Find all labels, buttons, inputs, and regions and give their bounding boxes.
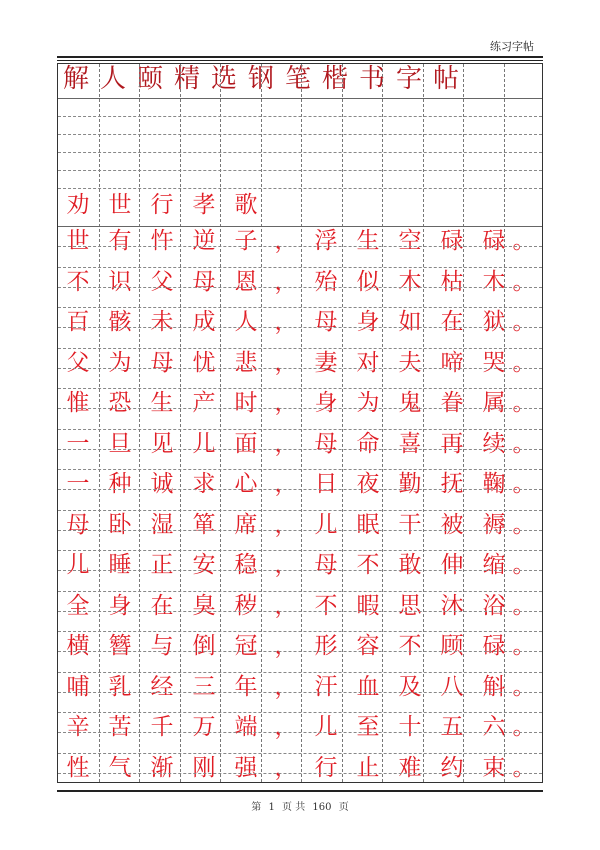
poem-char: 父: [150, 268, 174, 295]
poem-char: 空: [398, 228, 422, 254]
poem-char: 斛: [482, 673, 506, 700]
poem-line: [58, 267, 542, 297]
poem-char: 人: [234, 309, 258, 335]
poem-char: 全: [66, 592, 90, 619]
poem-char: 为: [356, 390, 380, 416]
poem-char: 经: [150, 673, 174, 700]
poem-char: 年: [234, 673, 258, 700]
poem-char: 骸: [108, 309, 132, 335]
poem-char: 面: [234, 430, 258, 457]
title-char: 颐: [136, 64, 163, 94]
grid-hline: [58, 429, 542, 430]
poem-char: 逆: [192, 228, 216, 254]
poem-char: ，: [274, 390, 298, 416]
poem-char: 簪: [108, 633, 132, 659]
poem-line: [58, 429, 542, 459]
poem-line: [58, 307, 542, 337]
poem-char: 忤: [150, 228, 174, 254]
poem-char: ，: [274, 268, 298, 295]
poem-char: 。: [512, 673, 536, 700]
poem-char: ，: [274, 592, 298, 619]
poem-char: 殆: [314, 268, 338, 295]
grid-hline: [58, 712, 542, 713]
page-number: 1: [268, 802, 275, 813]
poem-title-char: 劝: [66, 192, 90, 218]
poem-line: [58, 672, 542, 702]
poem-char: ，: [274, 552, 298, 578]
poem-char: 成: [192, 309, 216, 335]
poem-char: 五: [440, 714, 464, 740]
top-rule-thin: [57, 60, 543, 61]
poem-char: 浮: [314, 228, 338, 254]
poem-char: 褥: [482, 511, 506, 538]
poem-char: 不: [398, 633, 422, 659]
title-char: 解: [62, 64, 89, 94]
grid-vline: [99, 64, 100, 782]
grid-hline: [58, 170, 542, 171]
poem-char: 暇: [356, 592, 380, 619]
poem-char: 木: [398, 268, 422, 295]
grid-hline: [58, 530, 542, 531]
grid-hline: [58, 672, 542, 673]
title-char: 精: [173, 64, 200, 94]
grid-hline: [58, 611, 542, 612]
poem-char: 母: [314, 430, 338, 457]
poem-char: 碌: [440, 228, 464, 254]
grid-hline: [58, 307, 542, 308]
poem-line: [58, 348, 542, 378]
poem-char: 。: [512, 390, 536, 416]
poem-char: 儿: [314, 511, 338, 538]
poem-char: 眷: [440, 390, 464, 416]
poem-char: 哺: [66, 673, 90, 700]
practice-grid: [57, 63, 543, 783]
poem-char: 被: [440, 511, 464, 538]
title-char: 楷: [321, 64, 348, 94]
poem-char: 思: [398, 592, 422, 619]
poem-char: ，: [274, 309, 298, 335]
poem-char: 血: [356, 673, 380, 700]
poem-char: 及: [398, 673, 422, 700]
poem-char: 日: [314, 471, 338, 497]
poem-char: 种: [108, 471, 132, 497]
grid-vline: [261, 64, 262, 782]
poem-char: ，: [274, 228, 298, 254]
grid-hline: [58, 188, 542, 189]
poem-char: ，: [274, 714, 298, 740]
poem-char: 干: [398, 511, 422, 538]
poem-char: 。: [512, 511, 536, 538]
title-char: 人: [99, 64, 126, 94]
poem-char: 身: [356, 309, 380, 335]
poem-char: 儿: [314, 714, 338, 740]
grid-hline: [58, 267, 542, 268]
poem-char: 在: [440, 309, 464, 335]
poem-char: 子: [234, 228, 258, 254]
poem-char: 。: [512, 471, 536, 497]
poem-char: 如: [398, 309, 422, 335]
title-char: 笔: [284, 64, 311, 94]
title-char: 帖: [432, 64, 459, 94]
poem-char: 抚: [440, 471, 464, 497]
poem-char: 。: [512, 592, 536, 619]
title-char: 选: [210, 64, 237, 94]
poem-char: 旦: [108, 430, 132, 457]
poem-char: ，: [274, 511, 298, 538]
poem-char: 续: [482, 430, 506, 457]
grid-vline: [423, 64, 424, 782]
poem-char: 母: [314, 552, 338, 578]
poem-char: 恐: [108, 390, 132, 416]
poem-char: 敢: [398, 552, 422, 578]
poem-char: 儿: [192, 430, 216, 457]
grid-hline: [58, 449, 542, 450]
poem-char: ，: [274, 430, 298, 457]
poem-char: 强: [234, 754, 258, 781]
poem-char: 不: [356, 552, 380, 578]
poem-char: 。: [512, 268, 536, 295]
poem-char: 倒: [192, 633, 216, 659]
poem-char: 。: [512, 633, 536, 659]
grid-hline: [58, 651, 542, 652]
page-suffix: 页: [338, 802, 349, 813]
poem-char: 母: [192, 268, 216, 295]
title-char: 字: [395, 64, 422, 94]
grid-hline: [58, 408, 542, 409]
poem-char: 顾: [440, 633, 464, 659]
title-row: [58, 64, 542, 94]
page-footer: [0, 798, 600, 813]
grid-hline: [58, 753, 542, 754]
grid-hline: [58, 348, 542, 349]
poem-char: 惟: [66, 390, 90, 416]
poem-char: 束: [482, 754, 506, 781]
poem-char: 心: [234, 471, 258, 497]
grid-hline: [58, 287, 542, 288]
poem-char: 至: [356, 714, 380, 740]
poem-char: 世: [66, 228, 90, 254]
poem-char: 。: [512, 309, 536, 335]
poem-char: 行: [314, 754, 338, 781]
poem-char: 。: [512, 349, 536, 376]
poem-char: 再: [440, 430, 464, 457]
poem-char: 八: [440, 673, 464, 700]
poem-char: 刚: [192, 754, 216, 781]
poem-line: [58, 550, 542, 580]
poem-line: [58, 226, 542, 256]
poem-char: 横: [66, 633, 90, 659]
poem-char: 妻: [314, 349, 338, 376]
poem-char: 勤: [398, 471, 422, 497]
poem-title-char: 行: [150, 192, 174, 218]
poem-char: 止: [356, 754, 380, 781]
poem-char: 端: [234, 714, 258, 740]
poem-char: 诚: [150, 471, 174, 497]
poem-char: 形: [314, 633, 338, 659]
grid-hline: [58, 152, 542, 153]
poem-char: 母: [66, 511, 90, 538]
poem-char: 喜: [398, 430, 422, 457]
poem-char: 。: [512, 228, 536, 254]
poem-char: 沐: [440, 592, 464, 619]
poem-char: 对: [356, 349, 380, 376]
poem-char: 在: [150, 592, 174, 619]
poem-char: 鞠: [482, 471, 506, 497]
grid-hline: [58, 134, 542, 135]
poem-char: 见: [150, 430, 174, 457]
poem-char: 母: [150, 349, 174, 376]
grid-hline: [58, 388, 542, 389]
poem-char: 缩: [482, 552, 506, 578]
grid-hline: [58, 469, 542, 470]
page-mid: 页 共: [282, 802, 306, 813]
grid-hline: [58, 246, 542, 247]
poem-char: ，: [274, 471, 298, 497]
poem-char: 碌: [482, 633, 506, 659]
poem-char: 百: [66, 309, 90, 335]
grid-vline: [220, 64, 221, 782]
poem-char: 正: [150, 552, 174, 578]
poem-line: [58, 712, 542, 742]
title-char: 书: [358, 64, 385, 94]
poem-char: 卧: [108, 511, 132, 538]
poem-char: 有: [108, 228, 132, 254]
poem-line: [58, 753, 542, 783]
poem-char: 属: [482, 390, 506, 416]
grid-hline: [58, 591, 542, 592]
poem-char: 臭: [192, 592, 216, 619]
poem-char: 浴: [482, 592, 506, 619]
poem-char: 产: [192, 390, 216, 416]
grid-hline: [58, 631, 542, 632]
poem-char: 为: [108, 349, 132, 376]
poem-char: 伸: [440, 552, 464, 578]
poem-line: [58, 388, 542, 418]
poem-char: 时: [234, 390, 258, 416]
grid-vline: [139, 64, 140, 782]
grid-vline: [382, 64, 383, 782]
poem-line: [58, 631, 542, 661]
poem-char: 木: [482, 268, 506, 295]
poem-char: 冠: [234, 633, 258, 659]
poem-char: 三: [192, 673, 216, 700]
poem-char: 命: [356, 430, 380, 457]
poem-char: 枯: [440, 268, 464, 295]
grid-vline: [463, 64, 464, 782]
grid-hline: [58, 570, 542, 571]
poem-char: 不: [314, 592, 338, 619]
poem-line: [58, 591, 542, 621]
poem-char: 。: [512, 552, 536, 578]
grid-hline: [58, 550, 542, 551]
poem-char: 箪: [192, 511, 216, 538]
poem-char: 身: [314, 390, 338, 416]
poem-char: 夜: [356, 471, 380, 497]
poem-char: 鬼: [398, 390, 422, 416]
top-rule: [57, 56, 543, 58]
poem-char: 生: [150, 390, 174, 416]
grid-hline: [58, 98, 542, 99]
poem-char: 与: [150, 633, 174, 659]
poem-char: 恩: [234, 268, 258, 295]
poem-char: 约: [440, 754, 464, 781]
title-char: 钢: [247, 64, 274, 94]
poem-char: 生: [356, 228, 380, 254]
poem-char: 安: [192, 552, 216, 578]
poem-char: 母: [314, 309, 338, 335]
poem-char: 气: [108, 754, 132, 781]
poem-char: 不: [66, 268, 90, 295]
poem-char: 席: [234, 511, 258, 538]
poem-char: 。: [512, 714, 536, 740]
poem-char: 稳: [234, 552, 258, 578]
page-prefix: 第: [251, 802, 262, 813]
poem-char: ，: [274, 349, 298, 376]
poem-char: 夫: [398, 349, 422, 376]
poem-char: 似: [356, 268, 380, 295]
poem-char: 啼: [440, 349, 464, 376]
poem-char: 十: [398, 714, 422, 740]
poem-char: 儿: [66, 552, 90, 578]
poem-char: 身: [108, 592, 132, 619]
poem-char: ，: [274, 633, 298, 659]
poem-line: [58, 469, 542, 499]
poem-char: 难: [398, 754, 422, 781]
poem-char: 一: [66, 471, 90, 497]
poem-char: 。: [512, 430, 536, 457]
grid-hline: [58, 327, 542, 328]
grid-hline: [58, 368, 542, 369]
poem-char: 父: [66, 349, 90, 376]
poem-char: 湿: [150, 511, 174, 538]
grid-vline: [180, 64, 181, 782]
grid-hline: [58, 732, 542, 733]
poem-char: 秽: [234, 592, 258, 619]
poem-char: 眠: [356, 511, 380, 538]
poem-char: 碌: [482, 228, 506, 254]
poem-char: 睡: [108, 552, 132, 578]
poem-char: 忧: [192, 349, 216, 376]
poem-char: 识: [108, 268, 132, 295]
poem-line: [58, 510, 542, 540]
poem-char: 千: [150, 714, 174, 740]
poem-char: 哭: [482, 349, 506, 376]
poem-char: 性: [66, 754, 90, 781]
poem-char: 苦: [108, 714, 132, 740]
grid-hline: [58, 489, 542, 490]
poem-char: 乳: [108, 673, 132, 700]
poem-char: 容: [356, 633, 380, 659]
poem-char: 未: [150, 309, 174, 335]
bottom-rule: [57, 790, 543, 792]
grid-hline: [58, 510, 542, 511]
poem-char: 渐: [150, 754, 174, 781]
poem-title-char: 孝: [192, 192, 216, 218]
poem-char: ，: [274, 754, 298, 781]
poem-title-char: 歌: [234, 192, 258, 218]
poem-char: 求: [192, 471, 216, 497]
poem-title-char: 世: [108, 192, 132, 218]
poem-char: 辛: [66, 714, 90, 740]
grid-hline: [58, 773, 542, 774]
poem-char: 汗: [314, 673, 338, 700]
poem-char: 狱: [482, 309, 506, 335]
total-pages: 160: [312, 802, 332, 813]
grid-vline: [504, 64, 505, 782]
poem-char: 一: [66, 430, 90, 457]
poem-char: ，: [274, 673, 298, 700]
poem-char: 悲: [234, 349, 258, 376]
grid-hline: [58, 692, 542, 693]
grid-hline: [58, 226, 542, 227]
grid-vline: [301, 64, 302, 782]
poem-title-row: [58, 190, 542, 220]
grid-hline: [58, 116, 542, 117]
poem-char: 六: [482, 714, 506, 740]
grid-vline: [342, 64, 343, 782]
header-label: 练习字帖: [490, 40, 534, 53]
poem-char: 。: [512, 754, 536, 781]
poem-char: 万: [192, 714, 216, 740]
